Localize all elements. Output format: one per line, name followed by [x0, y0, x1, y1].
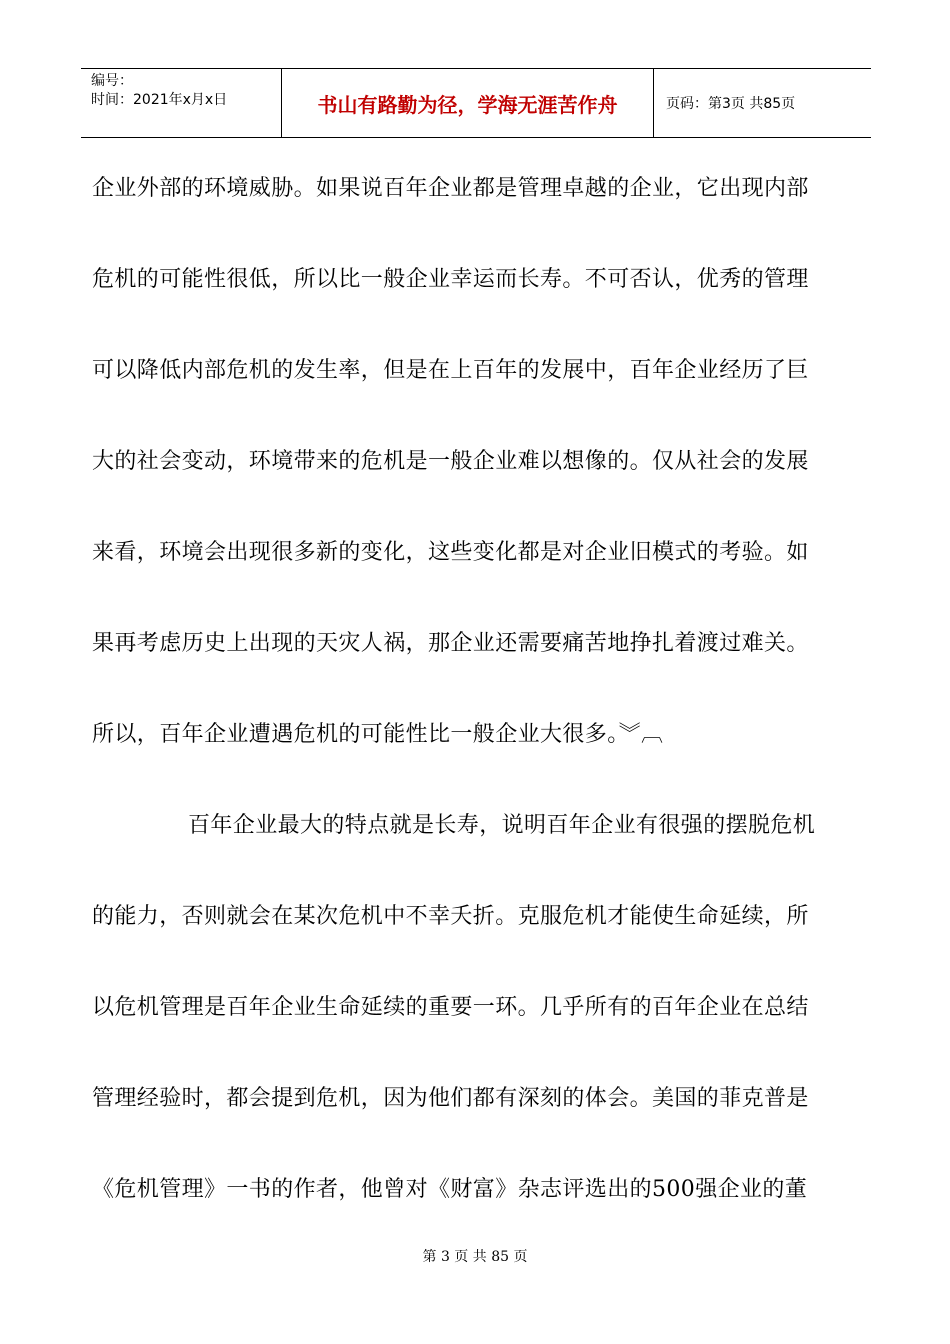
body-line: 企业外部的环境威胁。如果说百年企业都是管理卓越的企业，它出现内部 — [92, 176, 809, 201]
body-line: 管理经验时，都会提到危机，因为他们都有深刻的体会。美国的菲克普是 — [92, 1086, 809, 1111]
body-line: 果再考虑历史上出现的天灾人祸，那企业还需要痛苦地挣扎着渡过难关。 — [92, 631, 809, 656]
body-line: 所以，百年企业遭遇危机的可能性比一般企业大很多。︾︹ — [92, 722, 664, 747]
header-page-info: 页码：第3页 共85页 — [666, 96, 796, 112]
body-line: 《危机管理》一书的作者，他曾对《财富》杂志评选出的500强企业的董 — [92, 1177, 808, 1202]
header-motto: 书山有路勤为径，学海无涯苦作舟 — [317, 93, 618, 117]
page-footer: 第 3 页 共 85 页 — [422, 1249, 528, 1265]
header-motto-cell — [282, 69, 654, 137]
body-line: 大的社会变动，环境带来的危机是一般企业难以想像的。仅从社会的发展 — [92, 449, 809, 474]
header-meta-cell — [81, 69, 282, 137]
body-line: 可以降低内部危机的发生率，但是在上百年的发展中，百年企业经历了巨 — [92, 358, 809, 383]
body-line: 的能力，否则就会在某次危机中不幸夭折。克服危机才能使生命延续，所 — [92, 904, 809, 929]
body-line: 以危机管理是百年企业生命延续的重要一环。几乎所有的百年企业在总结 — [92, 995, 809, 1020]
body-line-indented: 百年企业最大的特点就是长寿，说明百年企业有很强的摆脱危机 — [188, 813, 816, 838]
header-page-cell — [654, 69, 871, 137]
page-header — [81, 68, 871, 138]
body-line: 危机的可能性很低，所以比一般企业幸运而长寿。不可否认，优秀的管理 — [92, 267, 809, 292]
document-time-label: 时间：2021年x月x日 — [91, 92, 228, 108]
body-line: 来看，环境会出现很多新的变化，这些变化都是对企业旧模式的考验。如 — [92, 540, 809, 565]
document-body — [92, 166, 856, 1258]
document-number-label: 编号： — [91, 73, 133, 89]
